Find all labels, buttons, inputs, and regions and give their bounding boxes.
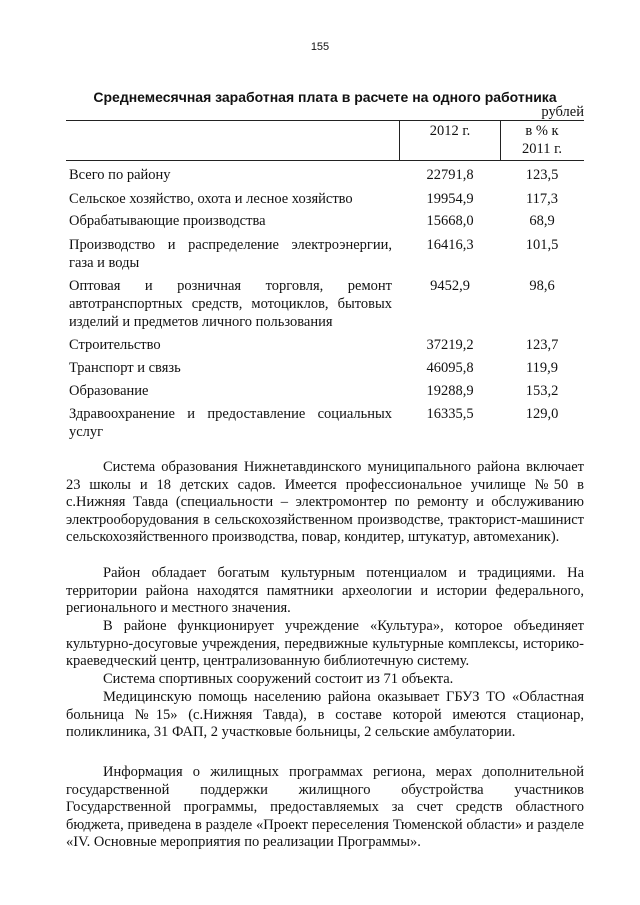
row-value-2012: 22791,8: [426, 167, 474, 183]
page-number: 155: [310, 41, 330, 53]
column-header-pct: в % к 2011 г.: [521, 123, 563, 157]
row-value-pct: 101,5: [525, 237, 559, 253]
column-header-2012: 2012 г.: [429, 123, 471, 139]
row-label: Транспорт и связь: [69, 360, 181, 376]
row-value-pct: 123,5: [525, 167, 559, 183]
row-label: Образование: [69, 383, 149, 399]
paragraph-healthcare: Медицинскую помощь населению района оказывает ГБУЗ ТО «Областная больница №15» (с.Нижняя Тавда), в составе которой имеются стационар, поликлиника, 31 ФАП, 2 участковые больницы, 2 сельские амбулатории.: [66, 689, 584, 741]
row-label: Строительство: [69, 337, 161, 353]
row-label: Всего по району: [69, 167, 171, 183]
row-value-2012: 37219,2: [426, 337, 474, 353]
row-value-2012: 19954,9: [426, 191, 474, 207]
row-value-2012: 16416,3: [426, 237, 474, 253]
table-column-divider: [500, 120, 501, 160]
row-value-2012: 15668,0: [426, 213, 474, 229]
row-value-pct: 117,3: [525, 191, 559, 207]
row-value-pct: 119,9: [525, 360, 559, 376]
paragraph-culture-heritage: Район обладает богатым культурным потенциалом и традициями. На территории района находятся памятники археологии и истории федерального, регионального и местного значения.: [66, 565, 584, 617]
row-value-pct: 98,6: [529, 278, 555, 294]
row-value-pct: 68,9: [529, 213, 555, 229]
row-label: Оптовая и розничная торговля, ремонт автотранспортных средств, мотоциклов, бытовых изделий и предметов личного пользования: [69, 278, 392, 330]
row-label: Обрабатывающие производства: [69, 213, 266, 229]
row-value-pct: 129,0: [525, 406, 559, 422]
row-value-pct: 123,7: [525, 337, 559, 353]
table-units: рублей: [541, 104, 584, 120]
table-top-rule: [66, 120, 584, 121]
paragraph-education: Система образования Нижнетавдинского муниципального района включает 23 школы и 18 детских садов. Имеется профессиональное училище №50 в с.Нижняя Тавда (специальности – электромонтер по ремонту и обслуживанию электрооборудования в сельскохозяйственном производстве, тракторист-машинист сельскохозяйственного производства, повар, кондитер, штукатур, автомеханик).: [66, 459, 584, 546]
row-value-2012: 16335,5: [426, 406, 474, 422]
paragraph-housing-programs: Информация о жилищных программах региона, мерах дополнительной государственной поддержки жилищного обустройства участников Государственной программы, предоставляемых за счет средств областного бюджета, приведена в разделе «Проект переселения Тюменской области» и разделе «IV. Основные мероприятия по реализации Программы».: [66, 764, 584, 851]
row-label: Здравоохранение и предоставление социальных услуг: [69, 406, 392, 440]
row-value-2012: 46095,8: [426, 360, 474, 376]
row-label: Сельское хозяйство, охота и лесное хозяйство: [69, 191, 353, 207]
table-header-rule: [66, 160, 584, 161]
row-value-2012: 19288,9: [426, 383, 474, 399]
row-value-pct: 153,2: [525, 383, 559, 399]
table-title: Среднемесячная заработная плата в расчете на одного работника: [93, 89, 557, 105]
paragraph-sports: Система спортивных сооружений состоит из 71 объекта.: [103, 671, 454, 687]
row-value-2012: 9452,9: [430, 278, 470, 294]
row-label: Производство и распределение электроэнергии, газа и воды: [69, 237, 392, 271]
paragraph-culture-institution: В районе функционирует учреждение «Культура», которое объединяет культурно-досуговые учреждения, передвижные культурные комплексы, историко-краеведческий центр, централизованную библиотечную систему.: [66, 618, 584, 670]
